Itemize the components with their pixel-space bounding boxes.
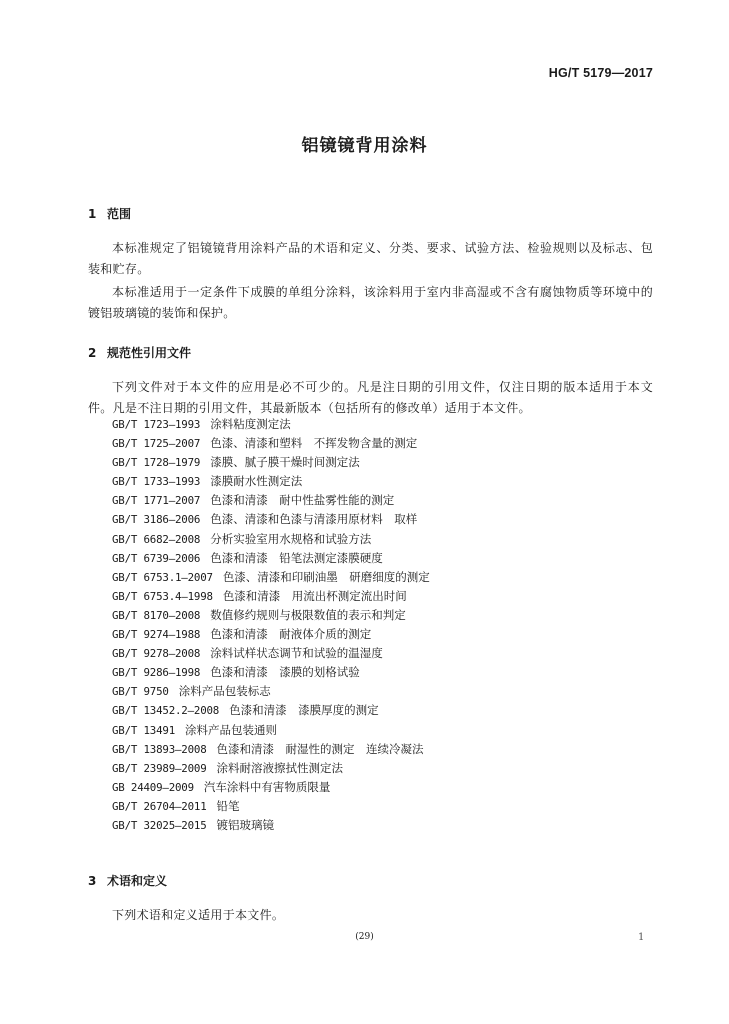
reference-code: GB/T 1723—1993 — [112, 418, 201, 431]
reference-title: 分析实验室用水规格和试验方法 — [210, 531, 372, 546]
section-title: 术语和定义 — [107, 874, 168, 888]
reference-title: 色漆、清漆和印刷油墨 研磨细度的测定 — [222, 569, 430, 584]
section-number: 2 — [88, 346, 97, 360]
reference-code: GB/T 1725—2007 — [112, 437, 201, 451]
reference-item — [112, 625, 430, 644]
reference-code: GB/T 6682—2008 — [112, 532, 201, 546]
reference-code: GB 24409—2009 — [112, 780, 194, 794]
reference-code: GB/T 1771—2007 — [112, 494, 201, 508]
reference-code: GB/T 6753.4—1998 — [112, 589, 213, 603]
reference-item — [112, 759, 430, 778]
reference-title: 数值修约规则与极限数值的表示和判定 — [210, 607, 406, 622]
reference-code: GB/T 32025—2015 — [112, 818, 207, 832]
reference-title: 漆膜、腻子膜干燥时间测定法 — [210, 455, 360, 470]
section-heading-normative-references — [88, 344, 191, 361]
reference-title: 色漆、清漆和色漆与清漆用原材料 取样 — [210, 512, 418, 527]
reference-item — [112, 644, 430, 663]
reference-item — [112, 530, 430, 549]
reference-title: 色漆和清漆 漆膜厚度的测定 — [229, 703, 379, 718]
reference-item — [112, 549, 430, 568]
reference-item — [112, 606, 430, 625]
reference-item — [112, 663, 430, 682]
reference-item — [112, 453, 430, 472]
reference-code: GB/T 23989—2009 — [112, 761, 207, 775]
reference-code: GB/T 8170—2008 — [112, 608, 201, 622]
reference-item — [112, 797, 430, 816]
reference-title: 涂料产品包装通则 — [185, 722, 278, 737]
reference-item — [112, 740, 430, 759]
section-title: 范围 — [107, 207, 132, 221]
reference-item — [112, 721, 430, 740]
reference-item — [112, 778, 430, 797]
reference-title: 色漆和清漆 用流出杯测定流出时间 — [222, 588, 407, 603]
reference-title: 色漆、清漆和塑料 不挥发物含量的测定 — [210, 436, 418, 451]
terms-intro: 下列术语和定义适用于本文件。 — [112, 908, 285, 922]
reference-item — [112, 682, 430, 701]
reference-title: 涂料产品包装标志 — [178, 684, 271, 699]
reference-code: GB/T 9286—1998 — [112, 666, 201, 680]
reference-item — [112, 587, 430, 606]
reference-code: GB/T 6753.1—2007 — [112, 570, 213, 584]
reference-title: 铅笔 — [216, 798, 240, 813]
reference-title: 色漆和清漆 漆膜的划格试验 — [210, 665, 360, 680]
reference-item — [112, 568, 430, 587]
reference-code: GB/T 9278—2008 — [112, 647, 201, 661]
section-heading-scope — [88, 205, 131, 222]
reference-item — [112, 701, 430, 720]
reference-title: 镀铝玻璃镜 — [216, 817, 275, 832]
page-number: (29) — [355, 932, 374, 942]
reference-title: 色漆和清漆 耐液体介质的测定 — [210, 627, 372, 642]
reference-title: 汽车涂料中有害物质限量 — [203, 779, 331, 794]
reference-code: GB/T 1733—1993 — [112, 475, 201, 489]
scope-paragraph-1: 本标准规定了铝镜镜背用涂料产品的术语和定义、分类、要求、试验方法、检验规则以及标志、包装和贮存。 — [88, 241, 653, 276]
reference-item — [112, 816, 430, 835]
reference-item — [112, 472, 430, 491]
reference-code: GB/T 13491 — [112, 723, 176, 737]
reference-code: GB/T 26704—2011 — [112, 799, 207, 813]
reference-code: GB/T 6739—2006 — [112, 551, 201, 565]
reference-code: GB/T 13452.2—2008 — [112, 704, 220, 718]
section-title: 规范性引用文件 — [107, 346, 192, 360]
reference-item — [112, 510, 430, 529]
section-number: 1 — [88, 207, 97, 221]
reference-title: 涂料耐溶液擦拭性测定法 — [216, 760, 344, 775]
reference-title: 色漆和清漆 耐中性盐雾性能的测定 — [210, 493, 395, 508]
reference-item — [112, 415, 430, 434]
reference-list — [112, 415, 430, 835]
document-title: 铝镜镜背用涂料 — [301, 136, 428, 156]
reference-code: GB/T 3186—2006 — [112, 513, 201, 527]
reference-code: GB/T 1728—1979 — [112, 456, 201, 470]
sheet-number: 1 — [638, 932, 645, 943]
references-intro: 下列文件对于本文件的应用是必不可少的。凡是注日期的引用文件，仅注日期的版本适用于本文件。凡是不注日期的引用文件，其最新版本（包括所有的修改单）适用于本文件。 — [88, 380, 653, 415]
reference-code: GB/T 9750 — [112, 685, 169, 699]
reference-title: 色漆和清漆 耐湿性的测定 连续冷凝法 — [216, 741, 424, 756]
section-heading-terms — [88, 872, 167, 889]
reference-code: GB/T 13893—2008 — [112, 742, 207, 756]
standard-code: HG/T 5179—2017 — [548, 66, 653, 80]
reference-title: 涂料试样状态调节和试验的温湿度 — [210, 646, 383, 661]
reference-title: 色漆和清漆 铅笔法测定漆膜硬度 — [210, 550, 383, 565]
reference-code: GB/T 9274—1988 — [112, 628, 201, 642]
reference-title: 涂料粘度测定法 — [210, 417, 291, 431]
section-number: 3 — [88, 874, 97, 888]
scope-paragraph-2: 本标准适用于一定条件下成膜的单组分涂料，该涂料用于室内非高湿或不含有腐蚀物质等环境中的镀铝玻璃镜的装饰和保护。 — [88, 285, 653, 320]
reference-item — [112, 434, 430, 453]
reference-item — [112, 491, 430, 510]
reference-title: 漆膜耐水性测定法 — [210, 474, 303, 489]
